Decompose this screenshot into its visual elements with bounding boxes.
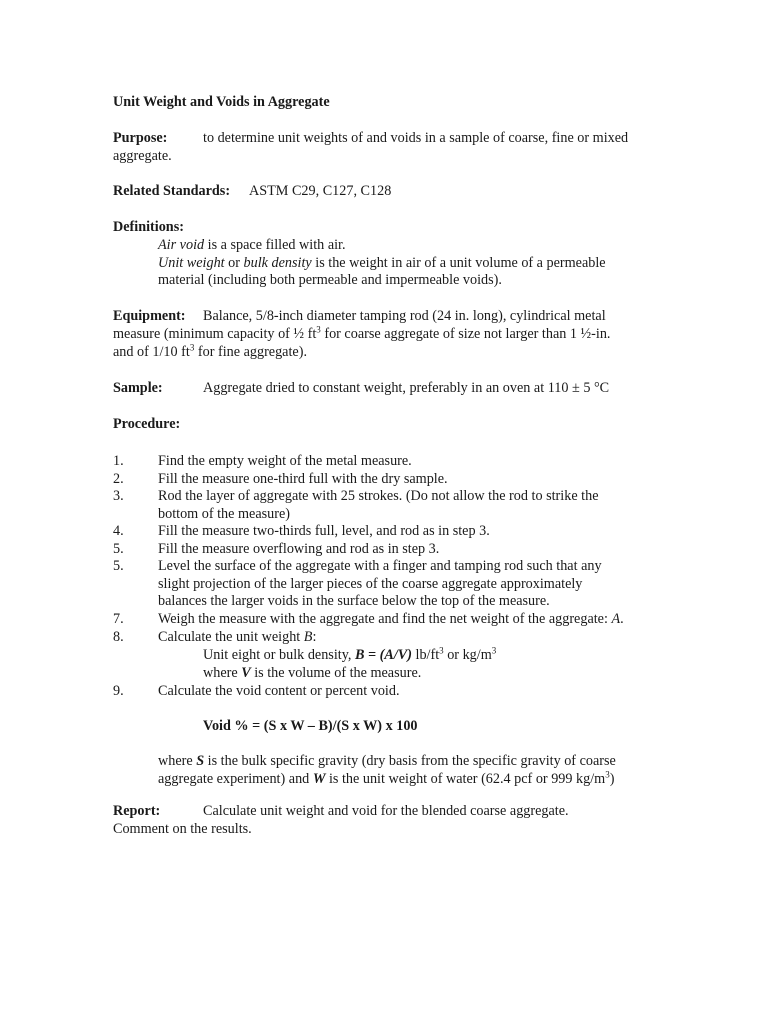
equipment-label: Equipment:	[113, 308, 186, 324]
step-number: 3.	[113, 488, 124, 504]
term-air-void: Air void	[158, 237, 205, 253]
step-number: 1.	[113, 453, 124, 469]
procedure-label: Procedure:	[113, 416, 181, 432]
void-formula: Void % = (S x W – B)/(S x W) x 100	[203, 718, 418, 734]
step-number: 9.	[113, 683, 124, 699]
step-text: Fill the measure overflowing and rod as in step 3.	[158, 541, 440, 557]
term-unit-weight: Unit weight	[158, 255, 225, 271]
related-standards-label: Related Standards:	[113, 183, 231, 199]
step-number: 7.	[113, 611, 124, 627]
step-text: Calculate the void content or percent void.	[158, 683, 400, 699]
step-text: Calculate the unit weight B:	[158, 629, 317, 645]
sample-text: Aggregate dried to constant weight, preferably in an oven at 110 ± 5 °C	[203, 380, 610, 396]
definition-unit-weight: Unit weight or bulk density is the weight in air of a unit volume of a permeable	[158, 255, 606, 271]
step-text: Level the surface of the aggregate with a finger and tamping rod such that any	[158, 558, 602, 574]
purpose-label: Purpose:	[113, 130, 168, 146]
step-number: 2.	[113, 471, 124, 487]
step-text: balances the larger voids in the surface below the top of the measure.	[158, 593, 550, 610]
report-label: Report:	[113, 803, 161, 819]
step-text: Weigh the measure with the aggregate and find the net weight of the aggregate: A.	[158, 611, 624, 627]
document-title: Unit Weight and Voids in Aggregate	[113, 94, 330, 110]
definition-unit-weight-line2: material (including both permeable and impermeable voids).	[158, 272, 502, 288]
sample-label: Sample:	[113, 380, 163, 396]
equipment-line3: and of 1/10 $ft^3$ for fine aggregate).	[113, 342, 307, 360]
equipment-line2: measure (minimum capacity of ½ $ft^3$ for coarse aggregate of size not larger than 1 ½-in.	[113, 324, 611, 342]
report-text-line2: Comment on the results.	[113, 821, 252, 837]
term-bulk-density: bulk density	[243, 255, 312, 271]
unit-weight-formula: Unit eight or bulk density, B = (A/V) $lb/ft^3$ or $kg/m^3$	[203, 645, 497, 663]
purpose-text-line2: aggregate.	[113, 148, 172, 164]
step-text: Rod the layer of aggregate with 25 strokes. (Do not allow the rod to strike the	[158, 488, 599, 504]
step-number: 5.	[113, 541, 124, 557]
where-s-line1: where S is the bulk specific gravity (dry basis from the specific gravity of coarse	[158, 753, 616, 769]
step-text: slight projection of the larger pieces of the coarse aggregate approximately	[158, 575, 583, 592]
where-v-line: where V is the volume of the measure.	[203, 665, 422, 681]
step-number: 5.	[113, 558, 124, 574]
equipment-line1: Balance, 5/8-inch diameter tamping rod (24 in. long), cylindrical metal	[203, 308, 606, 324]
report-text-line1: Calculate unit weight and void for the blended coarse aggregate.	[203, 803, 569, 819]
definitions-label: Definitions:	[113, 219, 184, 235]
purpose-text-line1: to determine unit weights of and voids in a sample of coarse, fine or mixed	[203, 130, 629, 146]
step-number: 8.	[113, 629, 124, 645]
related-standards-text: ASTM C29, C127, C128	[249, 183, 392, 199]
step-text: Fill the measure two-thirds full, level, and rod as in step 3.	[158, 523, 490, 539]
where-s-line2: aggregate experiment) and W is the unit weight of water (62.4 pcf or 999 $kg/m^3$)	[158, 769, 615, 787]
definition-air-void: Air void is a space filled with air.	[158, 237, 346, 253]
step-number: 4.	[113, 523, 124, 539]
step-text: bottom of the measure)	[158, 505, 290, 522]
step-text: Find the empty weight of the metal measure.	[158, 453, 412, 469]
step-text: Fill the measure one-third full with the dry sample.	[158, 471, 448, 487]
